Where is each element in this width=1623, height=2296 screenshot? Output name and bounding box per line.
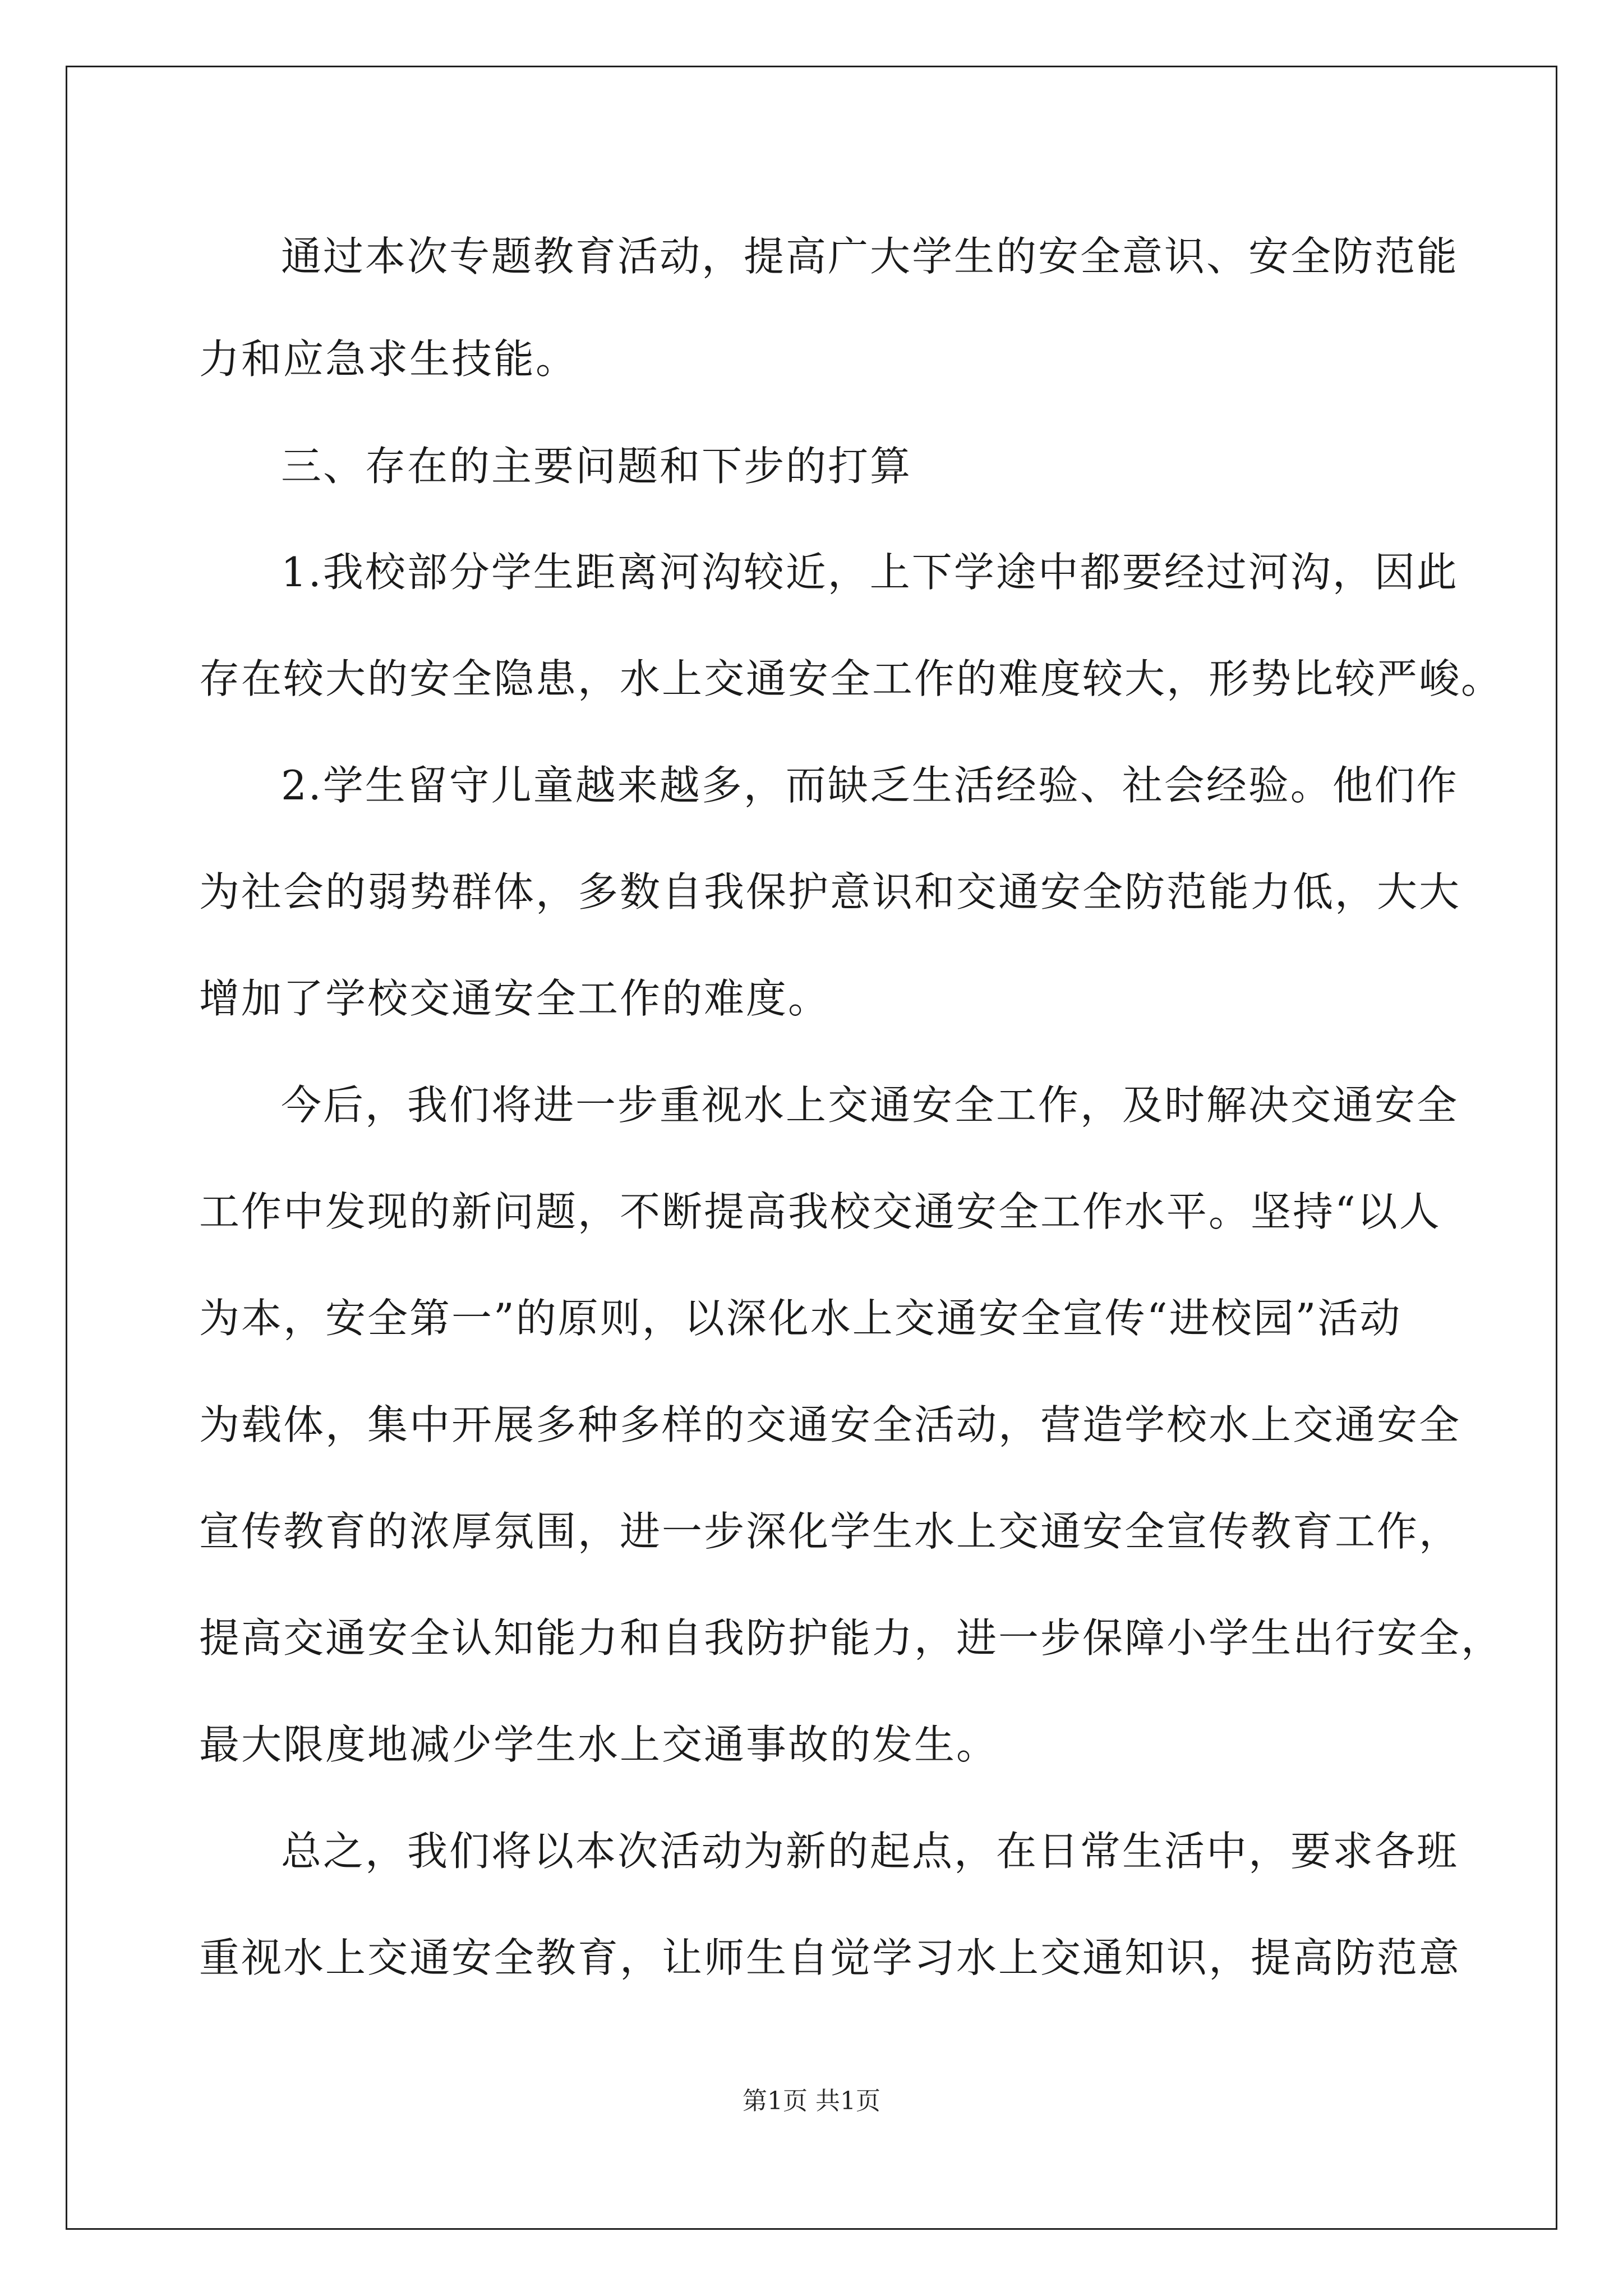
paragraph-line: 存在较大的安全隐患，水上交通安全工作的难度较大，形势比较严峻。 <box>199 655 1504 702</box>
paragraph-line: 总之，我们将以本次活动为新的起点，在日常生活中，要求各班 <box>281 1828 1459 1875</box>
paragraph-line: 1.我校部分学生距离河沟较近，上下学途中都要经过河沟，因此 <box>281 549 1459 596</box>
paragraph-line: 今后，我们将进一步重视水上交通安全工作，及时解决交通安全 <box>281 1082 1459 1129</box>
section-heading: 三、存在的主要问题和下步的打算 <box>281 443 912 490</box>
paragraph-line: 宣传教育的浓厚氛围，进一步深化学生水上交通安全宣传教育工作， <box>199 1508 1461 1555</box>
paragraph-line: 最大限度地减少学生水上交通事故的发生。 <box>199 1721 999 1768</box>
paragraph-line: 通过本次专题教育活动，提高广大学生的安全意识、安全防范能 <box>281 233 1459 280</box>
page-number-footer: 第1页 共1页 <box>743 2087 880 2115</box>
paragraph-line: 为社会的弱势群体，多数自我保护意识和交通安全防范能力低，大大 <box>199 868 1461 915</box>
paragraph-line: 增加了学校交通安全工作的难度。 <box>199 975 831 1022</box>
paragraph-line: 力和应急求生技能。 <box>199 335 578 383</box>
paragraph-line: 工作中发现的新问题，不断提高我校交通安全工作水平。坚持“以人 <box>199 1188 1441 1235</box>
paragraph-line: 提高交通安全认知能力和自我防护能力，进一步保障小学生出行安全， <box>199 1614 1504 1662</box>
page-border <box>66 66 1557 2230</box>
paragraph-line: 重视水上交通安全教育，让师生自觉学习水上交通知识，提高防范意 <box>199 1934 1461 1981</box>
paragraph-line: 为载体，集中开展多种多样的交通安全活动，营造学校水上交通安全 <box>199 1401 1461 1448</box>
paragraph-line: 为本，安全第一”的原则，以深化水上交通安全宣传“进校园”活动 <box>199 1295 1402 1342</box>
paragraph-line: 2.学生留守儿童越来越多，而缺乏生活经验、社会经验。他们作 <box>281 762 1459 809</box>
